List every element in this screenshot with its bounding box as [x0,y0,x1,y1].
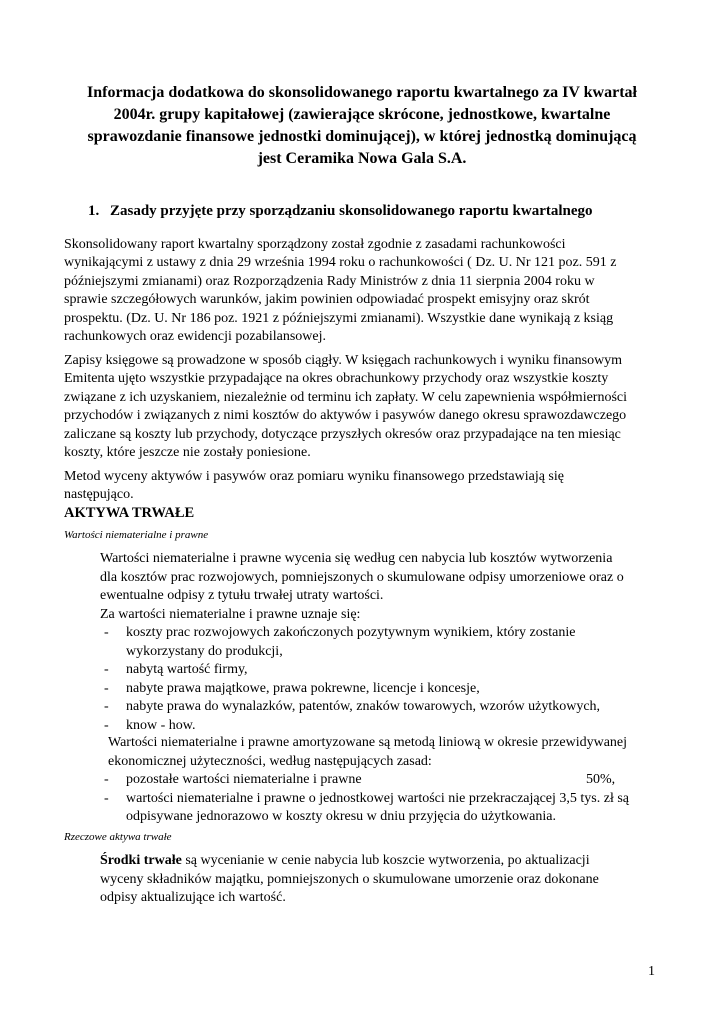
list-item [104,698,664,717]
list-item [104,717,664,736]
list-item [104,661,664,680]
paragraph-valuation-methods [64,468,674,505]
rule-text: pozostałe wartości niematerialne i prawne [126,772,362,787]
section-heading [88,201,668,221]
text-line: nabytą wartość firmy, [126,662,248,678]
text-line: Wartości niematerialne i prawne wycenia się według cen nabycia lub kosztów wytworzenia [100,551,613,566]
text-line: nabyte prawa do wynalazków, patentów, znaków towarowych, wzorów użytkowych, [126,699,601,715]
text-line: rachunkowych oraz ewidencji pozabilansowej. [64,329,327,345]
amortization-text [108,734,678,771]
text-line: Zapisy księgowe są prowadzone w sposób ciągły. W księgach rachunkowych i wyniku finansowym [64,353,623,368]
list-dash: - [104,662,109,678]
text-line: zaliczane są koszty lub przychody, dotyczące przyszłych okresów oraz przypadające na ten miesiąc [64,426,621,442]
text-line: koszty, które jeszcze nie zostały poniesione. [64,445,311,461]
paragraph-accounting-basis [64,236,674,346]
tangibles-text [100,852,670,908]
text-line: ewentualne odpisy z tytułu trwałej utraty wartości. [100,588,384,604]
text-line: wynikającymi z ustawy z dnia 29 września 1994 roku o rachunkowości ( Dz. U. Nr 121 poz. 591 z [64,255,617,271]
fixed-assets-heading: AKTYWA TRWAŁE [64,505,195,521]
amortization-rate: 50%, [586,772,616,787]
text-line: przychodów i związanych z nimi kosztów do aktywów i pasywów danego okresu sprawozdawczego [64,408,627,424]
text-line: Metod wyceny aktywów i pasywów oraz pomiaru wyniku finansowego przedstawiają się [64,469,564,484]
text-line: wyceny składników majątku, pomniejszonych o skumulowane umorzenie oraz dokonane [100,871,599,887]
text-line: nabyte prawa majątkowe, prawa pokrewne, licencje i koncesje, [126,680,480,696]
title-line: Informacja dodatkowa do skonsolidowanego raportu kwartalnego za IV kwartał [87,84,637,101]
bold-term: Środki trwałe [100,853,182,868]
title-line: sprawozdanie finansowe jednostki dominującej), w której jednostką dominującą [87,128,637,145]
text-line: związane z ich uzyskaniem, niezależnie od terminu ich zapłaty. W celu zapewnienia współmierności [64,389,628,405]
intangibles-intro [100,550,670,624]
text-line [126,624,664,643]
text-line-rest: są wycenianie w cenie nabycia lub koszcie wytworzenia, po aktualizacji [181,853,590,868]
text-line: sprawie szczegółowych warunków, jakim powinien odpowiadać prospekt emisyjny oraz skrót [64,292,590,308]
text-line: prospektu. (Dz. U. Nr 186 poz. 1921 z późniejszymi zmianami). Wszystkie dane wynikają z ksiąg [64,310,614,326]
amortization-rule [104,790,664,827]
text-line: Skonsolidowany raport kwartalny sporządzony został zgodnie z zasadami rachunkowości [64,237,566,252]
text-line: Wartości niematerialne i prawne amortyzowane są metodą liniową w okresie przewidywanej [108,735,628,750]
text-line: odpisywane jednorazowo w koszty okresu w dniu przyjęcia do użytkowania. [126,809,556,825]
text-line [100,852,670,871]
text-line-content: koszty prac rozwojowych zakończonych pozytywnym wynikiem, który zostanie [126,625,576,640]
text-line: następująco. [64,487,134,503]
page-number: 1 [648,964,655,979]
text-line: dla kosztów prac rozwojowych, pomniejszonych o skumulowane odpisy umorzeniowe oraz o [100,569,624,585]
paragraph-bookkeeping [64,352,674,462]
text-line: know - how. [126,717,196,733]
text-line: Za wartości niematerialne i prawne uznaje się: [100,606,361,622]
list-item [104,680,664,699]
intangibles-list [104,624,664,736]
text-line: ekonomicznej użyteczności, według następujących zasad: [108,753,432,769]
list-dash: - [104,680,109,696]
list-dash: - [104,625,109,640]
list-item [104,624,664,661]
text-line: wartości niematerialne i prawne o jednostkowej wartości nie przekraczającej 3,5 tys. zł są [126,790,630,806]
text-line: Emitenta ujęto wszystkie przypadające na okres obrachunkowy przychody oraz wszystkie koszty [64,371,609,387]
amortization-rules [104,771,664,827]
text-line: wykorzystany do produkcji, [126,643,283,659]
list-dash: - [104,699,109,715]
text-line: późniejszymi zmianami) oraz Rozporządzenia Rady Ministrów z dnia 11 sierpnia 2004 roku w [64,273,595,289]
title-line: 2004r. grupy kapitałowej (zawierające skrócone, jednostkowe, kwartalne [113,106,611,123]
section-number: 1. [88,203,100,219]
section-heading-text: Zasady przyjęte przy sporządzaniu skonsolidowanego raportu kwartalnego [110,203,593,219]
title-line: jest Ceramika Nowa Gala S.A. [257,150,467,167]
tangibles-label: Rzeczowe aktywa trwałe [64,831,172,843]
list-dash: - [104,717,109,733]
document-title [60,82,664,170]
amortization-rule [104,771,664,790]
list-dash: - [104,772,109,787]
intangibles-label: Wartości niematerialne i prawne [64,529,209,541]
text-line: odpisy aktualizujące ich wartość. [100,890,286,906]
list-dash: - [104,790,109,806]
